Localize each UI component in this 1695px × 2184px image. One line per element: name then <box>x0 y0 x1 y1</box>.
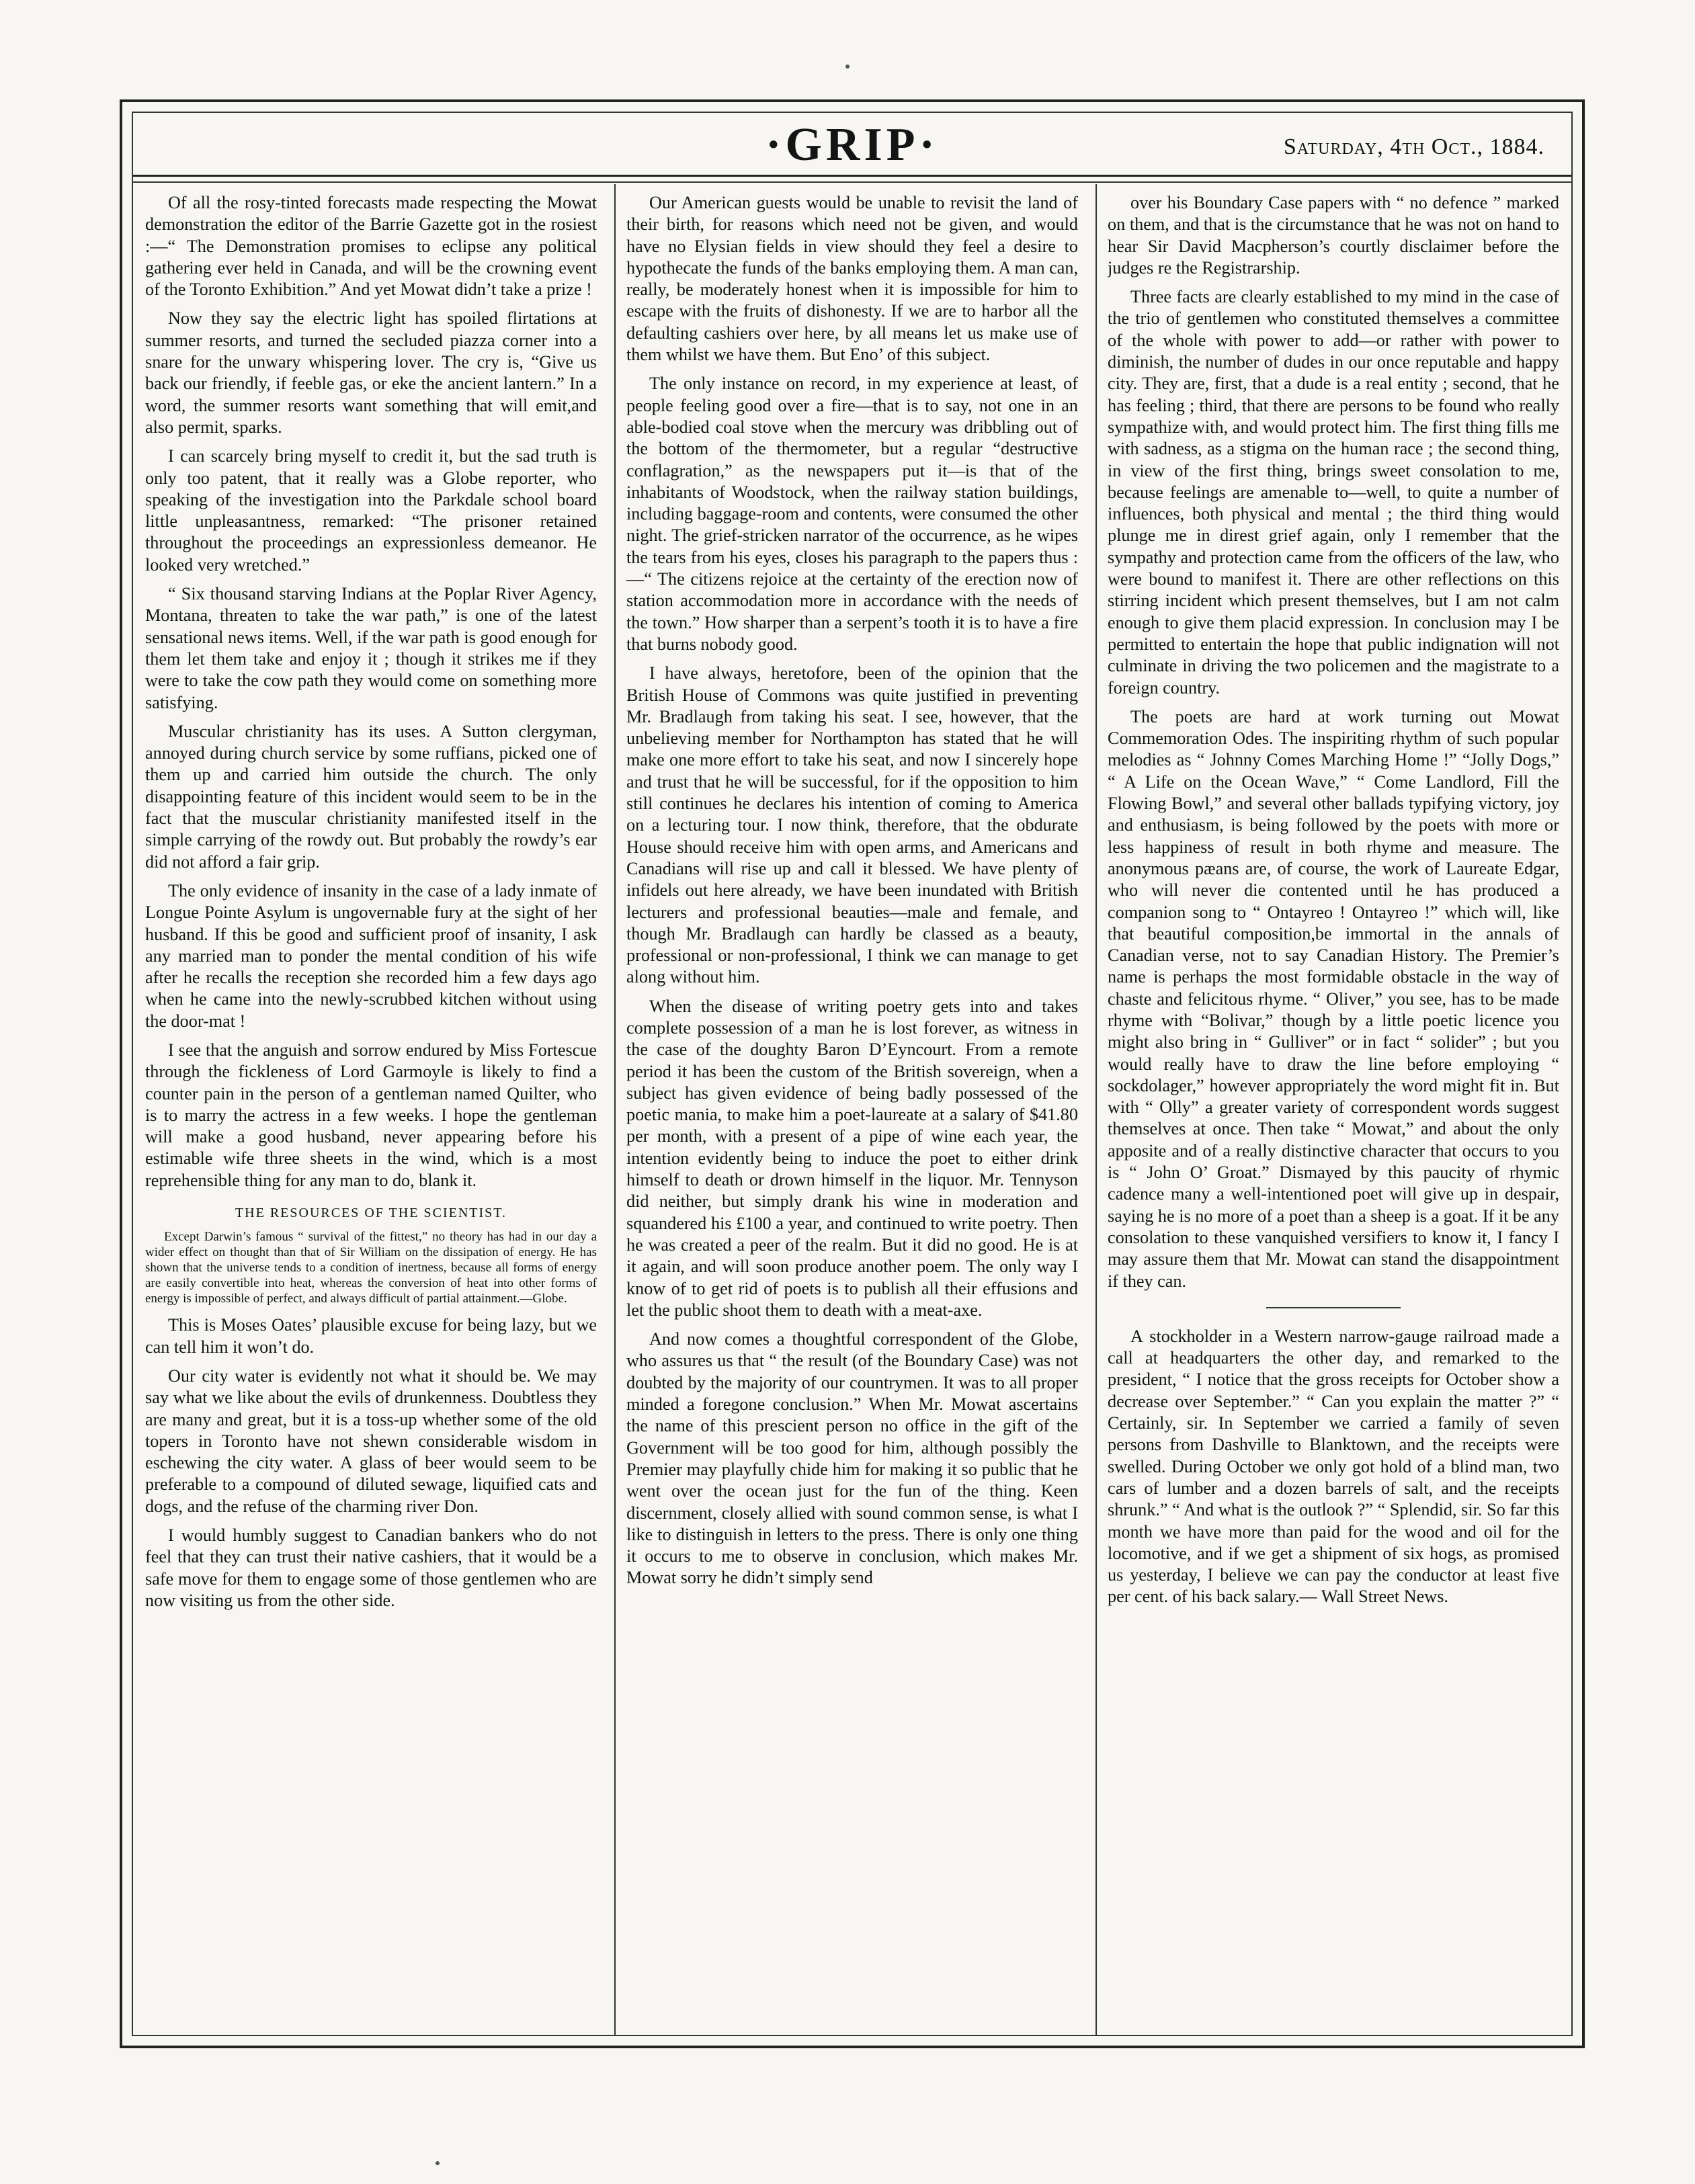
paragraph: Muscular christianity has its uses. A Sutton clergyman, annoyed during church service by some ruffians, picked one of them up and carried him outside the church. The only disappointing feature of this incident would seem to be in the fact that the muscular christianity manifested itself in the simple carrying of the rowdy out. But probably the rowdy’s ear did not afford a fair grip. <box>145 721 597 872</box>
quoted-extract: Except Darwin’s famous “ survival of the fittest,” no theory has had in our day a wider effect on thought than that of Sir William on the dissipation of energy. He has shown that the universe tends to a condition of inertness, because all forms of energy are easily convertible into heat, whereas the conversion of heat into other forms of energy is impossible of perfect, and always difficult of partial attainment.—Globe. <box>145 1230 597 1306</box>
paragraph: Now they say the electric light has spoiled flirtations at summer resorts, and turned the secluded piazza corner into a snare for the unwary whispering lover. The cry is, “Give us back our friendly, if feeble gas, or eke the ancient lantern.” In a word, the summer resorts want something that will emit,and also permit, sparks. <box>145 308 597 437</box>
paragraph: The only instance on record, in my experience at least, of people feeling good over a fire—that is to say, not one in an able-bodied coal stove when the mercury was dribbling out of the bottom of the thermometer, but a regular “destructive conflagration,” as the newspapers put it—is that of the inhabitants of Woodstock, when the railway station buildings, including baggage-room and contents, were consumed the other night. The grief-stricken narrator of the occurrence, as he wipes the tears from his eyes, closes his paragraph to the papers thus :—“ The citizens rejoice at the certainty of the erection now of station accommodation more in accordance with the needs of the town.” How sharper than a serpent’s tooth it is to have a fire that burns nobody good. <box>626 374 1078 654</box>
paragraph: I have always, heretofore, been of the opinion that the British House of Commons was quite justified in preventing Mr. Bradlaugh from taking his seat. I see, however, that the unbelieving member for Northampton has stated that he will make one more effort to take his seat, and now I sincerely hope and trust that he will be successful, for if the opposition to him still continues he declares his intention of coming to America on a lecturing tour. I now think, therefore, that the obdurate House should receive him with open arms, and Americans and Canadians will rise up and call it blessed. We have plenty of infidels out here already, we have been inundated with British lecturers and professional beauties—male and female, and though Mr. Bradlaugh can hardly be classed as a beauty, professional or non-professional, I think we can manage to get along without him. <box>626 663 1078 987</box>
paragraph: This is Moses Oates’ plausible excuse for being lazy, but we can tell him it won’t do. <box>145 1315 597 1357</box>
column-1 <box>145 192 597 2027</box>
paragraph: over his Boundary Case papers with “ no defence ” marked on them, and that is the circumstance that he was not on hand to hear Sir David Macpherson’s courtly disclaimer before the judges re the Registrarship. <box>1108 193 1559 278</box>
paragraph: When the disease of writing poetry gets into and takes complete possession of a man he is lost forever, as witness in the case of the doughty Baron D’Eyncourt. From a remote period it has been the custom of the British sovereign, when a subject has given evidence of being badly possessed of the poetic mania, to make him a poet-laureate at a salary of $41.80 per month, with a present of a pipe of wine each year, the intention evidently being to induce the poet to either drink himself to death or drown himself in the liquor. Mr. Tennyson did neither, but simply drank his wine in moderation and squandered his £100 a year, and continued to write poetry. Then he was created a peer of the realm. But it did no good. He is at it again, and will soon produce another poem. The only way I know of to get rid of poets is to publish all their effusions and let the public shoot them to death with a meat-axe. <box>626 996 1078 1320</box>
column-rule <box>614 184 616 2035</box>
page-border <box>120 99 1585 2048</box>
paragraph: I can scarcely bring myself to credit it, but the sad truth is only too patent, that it really was a Globe reporter, who speaking of the investigation into the Parkdale school board little unpleasantness, remarked: “The prisoner retained throughout the proceedings an expressionless demeanor. He looked very wretched.” <box>145 446 597 575</box>
paragraph: The poets are hard at work turning out Mowat Commemoration Odes. The inspiriting rhythm of such popular melodies as “ Johnny Comes Marching Home !” “Jolly Dogs,” “ A Life on the Ocean Wave,” “ Come Landlord, Fill the Flowing Bowl,” and several other ballads typifying victory, joy and enthusiasm, is being followed by the poets with more or less happiness of result in both rhyme and measure. The anonymous pæans are, of course, the work of Laureate Edgar, who will never die contented until he has produced a companion song to “ Ontayreo ! Ontayreo !” which will, like that beautiful composition,be immortal in the annals of Canadian verse, not to say Canadian History. The Premier’s name is perhaps the most formidable obstacle in the way of chaste and felicitous rhyme. “ Oliver,” you see, has to be made rhyme with “Bolivar,” though by a little poetic licence you might also bring in “ Gulliver” or in fact “ solider” ; but you would really have to draw the line before employing “ sockdolager,” however appropriately the word might fit in. But with “ Olly” a greater variety of correspondent words suggest themselves at once. Then take “ Mowat,” and about the only apposite and of a really distinctive character that occurs to you is “ John O’ Groat.” Dismayed by this paucity of rhymic cadence many a well-intentioned poet will give up in despair, saying he is no more of a poet than a sheep is a goat. If it be any consolation to these vanquished versifiers to know it, I fancy I may assure them that Mr. Mowat can stand the disappointment if they can. <box>1108 706 1559 1291</box>
paragraph: Three facts are clearly established to my mind in the case of the trio of gentlemen who constituted themselves a committee of the whole with power to add—or rather with power to diminish, the number of dudes in our once reputable and happy city. They are, first, that a dude is a real entity ; second, that he has feeling ; third, that there are persons to be found who really sympathize with, and would protect him. The first thing fills me with sadness, as a stigma on the human race ; the second thing, in view of the first thing, brings sweet consolation to me, because feelings are amenable to—well, to quite a number of influences, both physical and mental ; the third thing would plunge me in direst grief again, only I remember that the sympathy and protection came from the officers of the law, who were bound to manifest it. There are other reflections on this stirring incident which present themselves, but I am not calm enough to give them placid expression. In conclusion may I be permitted to entertain the hope that public indignation will not culminate in driving the two policemen and the magistrate to a foreign country. <box>1108 287 1559 698</box>
column-rule <box>1095 184 1097 2035</box>
column-3 <box>1108 192 1559 2027</box>
paragraph: Our American guests would be unable to revisit the land of their birth, for reasons which need not be given, and would have no Elysian fields in view should they feel a desire to hypothecate the funds of the banks employing them. A man can, really, be moderately honest when it is impossible for him to escape with the fruits of dishonesty. If we are to harbor all the defaulting cashiers over here, by all means let us make use of them whilst we have them. But Eno’ of this subject. <box>626 193 1078 365</box>
page-frame <box>132 112 1573 2036</box>
dateline: Saturday, 4th Oct., 1884. <box>1283 134 1544 159</box>
masthead-title: ·GRIP· <box>766 119 939 171</box>
paragraph: A stockholder in a Western narrow-gauge railroad made a call at headquarters the other day, and remarked to the president, “ I notice that the gross receipts for October show a decrease over September.” “ Can you explain the matter ?” “ Certainly, sir. In September we carried a family of seven persons from Dashville to Blanktown, and the receipts were swelled. During October we only got hold of a blind man, two cars of lumber and a dozen barrels of salt, and the receipts shrunk.” “ And what is the outlook ?” “ Splendid, sir. So far this month we have more than paid for the wood and oil for the locomotive, and if we get a shipment of six hogs, as promised us yesterday, I believe we can pay the conductor at least five per cent. of his back salary.— Wall Street News. <box>1108 1326 1559 1607</box>
paragraph: Of all the rosy-tinted forecasts made respecting the Mowat demonstration the editor of the Barrie Gazette got in the rosiest :—“ The Demonstration promises to eclipse any political gathering ever held in Canada, and will be the crowning event of the Toronto Exhibition.” And yet Mowat didn’t take a prize ! <box>145 193 597 300</box>
paragraph: The only evidence of insanity in the case of a lady inmate of Longue Pointe Asylum is ungovernable fury at the sight of her husband. If this be good and sufficient proof of insanity, I ask any married man to ponder the mental condition of his wife after he recalls the reception she recorded him a few days ago when he came into the newly-scrubbed kitchen without using the door-mat ! <box>145 880 597 1031</box>
section-divider <box>1266 1307 1401 1308</box>
column-2 <box>626 192 1078 2027</box>
paragraph: I would humbly suggest to Canadian bankers who do not feel that they can trust their native cashiers, that it would be a safe move for them to engage some of those gentlemen who are now visiting us from the other side. <box>145 1525 597 1610</box>
section-heading: THE RESOURCES OF THE SCIENTIST. <box>235 1206 507 1221</box>
press-mark <box>436 2161 440 2165</box>
paragraph: I see that the anguish and sorrow endured by Miss Fortescue through the fickleness of Lord Garmoyle is likely to find a counter pain in the person of a gentleman named Quilter, who is to marry the actress in a few weeks. I hope the gentleman will make a good husband, never appearing before his estimable wife three sheets in the wind, which is a most reprehensible thing for any man to do, blank it. <box>145 1040 597 1190</box>
paragraph: Our city water is evidently not what it should be. We may say what we like about the evils of drunkenness. Doubtless they are many and great, but it is a toss-up whether some of the old topers in Toronto have not shewn considerable wisdom in eschewing the city water. A glass of beer would seem to be preferable to a compound of diluted sewage, liquified cats and dogs, and the refuse of the charming river Don. <box>145 1366 597 1516</box>
masthead <box>133 113 1571 177</box>
press-mark <box>845 65 850 69</box>
paragraph: “ Six thousand starving Indians at the Poplar River Agency, Montana, threaten to take the war path,” is one of the latest sensational news items. Well, if the war path is good enough for them let them take and enjoy it ; though it strikes me if they were to take the cow path they would come on something more satisfying. <box>145 584 597 712</box>
paragraph: And now comes a thoughtful correspondent of the Globe, who assures us that “ the result (of the Boundary Case) was not doubted by the majority of our countrymen. It was to all proper minded a foregone conclusion.” When Mr. Mowat ascertains the name of this prescient person no office in the gift of the Government will be too good for him, although possibly the Premier may playfully chide him for making it so public that he went over the ocean just for the fun of the thing. Keen discernment, closely allied with sound common sense, is what I like to distinguish in letters to the press. There is only one thing it occurs to me to observe in conclusion, which makes Mr. Mowat sorry he didn’t simply send <box>626 1329 1078 1588</box>
